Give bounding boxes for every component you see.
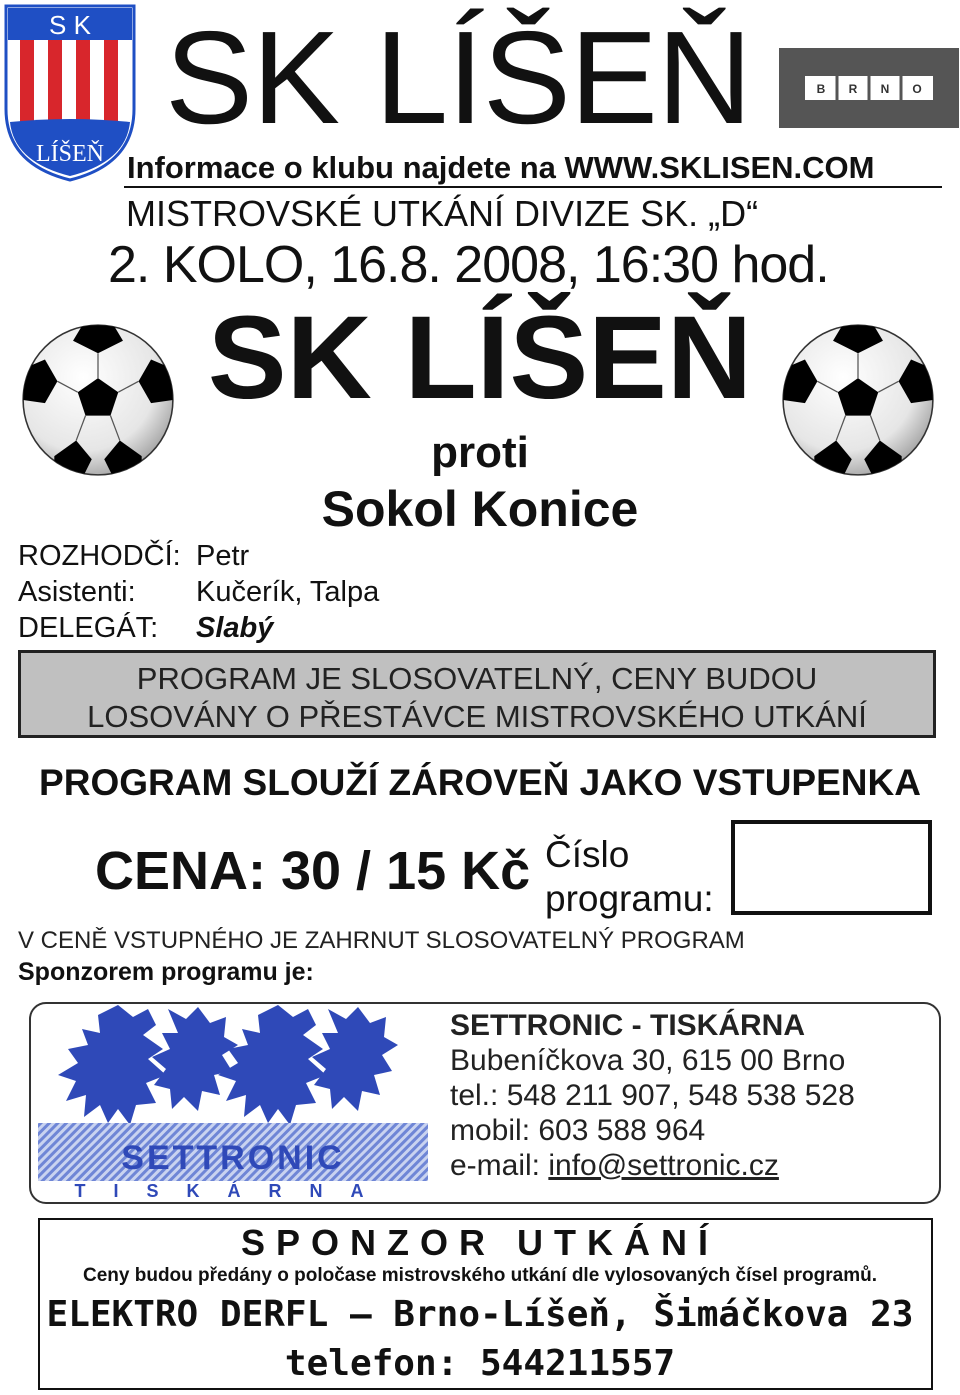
program-number-line: Číslo [545,834,630,875]
round-date: 2. KOLO, 16.8. 2008, 16:30 hod. [108,236,829,294]
sponsor-contact [450,1008,855,1183]
settronic-logo [38,1005,428,1205]
program-number-label [545,833,714,921]
official-value: Petr [196,540,250,572]
settronic-logo-name: SETTRONIC [121,1139,345,1177]
official-value: Kučerík, Talpa [196,576,380,608]
away-team: Sokol Konice [321,481,639,537]
sponsor-address: Bubeníčkova 30, 615 00 Brno [450,1044,846,1077]
sponsor-email-row [450,1148,855,1183]
price: CENA: 30 / 15 Kč [95,841,531,901]
brno-logo [779,48,959,128]
match-sponsor-title: SPONZOR UTKÁNÍ [241,1222,719,1263]
brno-letter-n: N [880,82,890,96]
official-referee [18,540,250,573]
sponsor-mobile: mobil: 603 588 964 [450,1114,706,1147]
official-value: Slabý [196,612,274,644]
header-club-name: SK LÍŠEŇ [165,4,752,151]
match-sponsor-phone: telefon: 544211557 [284,1343,676,1384]
home-team: SK LÍŠEŇ [207,292,753,424]
club-logo [4,4,136,184]
notice-line: PROGRAM JE SLOSOVATELNÝ, CENY BUDOU [136,661,818,696]
settronic-logo-sub: TISKÁRNA [74,1181,392,1201]
ticket-text: PROGRAM SLOUŽÍ ZÁROVEŇ JAKO VSTUPENKA [39,762,921,803]
match-sponsor-company: ELEKTRO DERFL – Brno-Líšeň, Šimáčkova 23 [46,1294,914,1335]
sponsor-label: Sponzorem programu je: [18,958,314,986]
official-assistants [18,576,380,609]
official-label: ROZHODČÍ: [18,540,181,572]
brno-letter-r: R [848,82,858,96]
included-text: V CENĚ VSTUPNÉHO JE ZAHRNUT SLOSOVATELNÝ PROGRAM [18,927,745,954]
division-text: MISTROVSKÉ UTKÁNÍ DIVIZE SK. „D“ [126,193,759,234]
sponsor-tel: tel.: 548 211 907, 548 538 528 [450,1079,855,1112]
club-info-link: Informace o klubu najdete na WWW.SKLISEN.COM [127,150,875,185]
lottery-notice [18,650,936,738]
sponsor-name: SETTRONIC - TISKÁRNA [450,1009,805,1042]
official-delegate [18,612,274,645]
brno-letter-o: O [912,82,922,96]
program-number-line: programu: [545,878,714,919]
notice-line: LOSOVÁNY O PŘESTÁVCE MISTROVSKÉHO UTKÁNÍ [87,699,867,734]
sponsor-email-link[interactable]: info@settronic.cz [548,1149,779,1182]
program-number-box [731,820,932,915]
official-label: DELEGÁT: [18,612,159,644]
club-logo-name: LÍŠEŇ [36,141,104,167]
prize-note: Ceny budou předány o poločase mistrovského utkání dle vylosovaných čísel programů. [83,1265,877,1286]
header-divider [124,186,942,188]
club-logo-letters: S K [49,10,91,40]
official-label: Asistenti: [18,576,136,608]
sponsor-email-label: e-mail: [450,1149,549,1182]
brno-letter-b: B [816,82,826,96]
versus-text: proti [431,428,529,477]
